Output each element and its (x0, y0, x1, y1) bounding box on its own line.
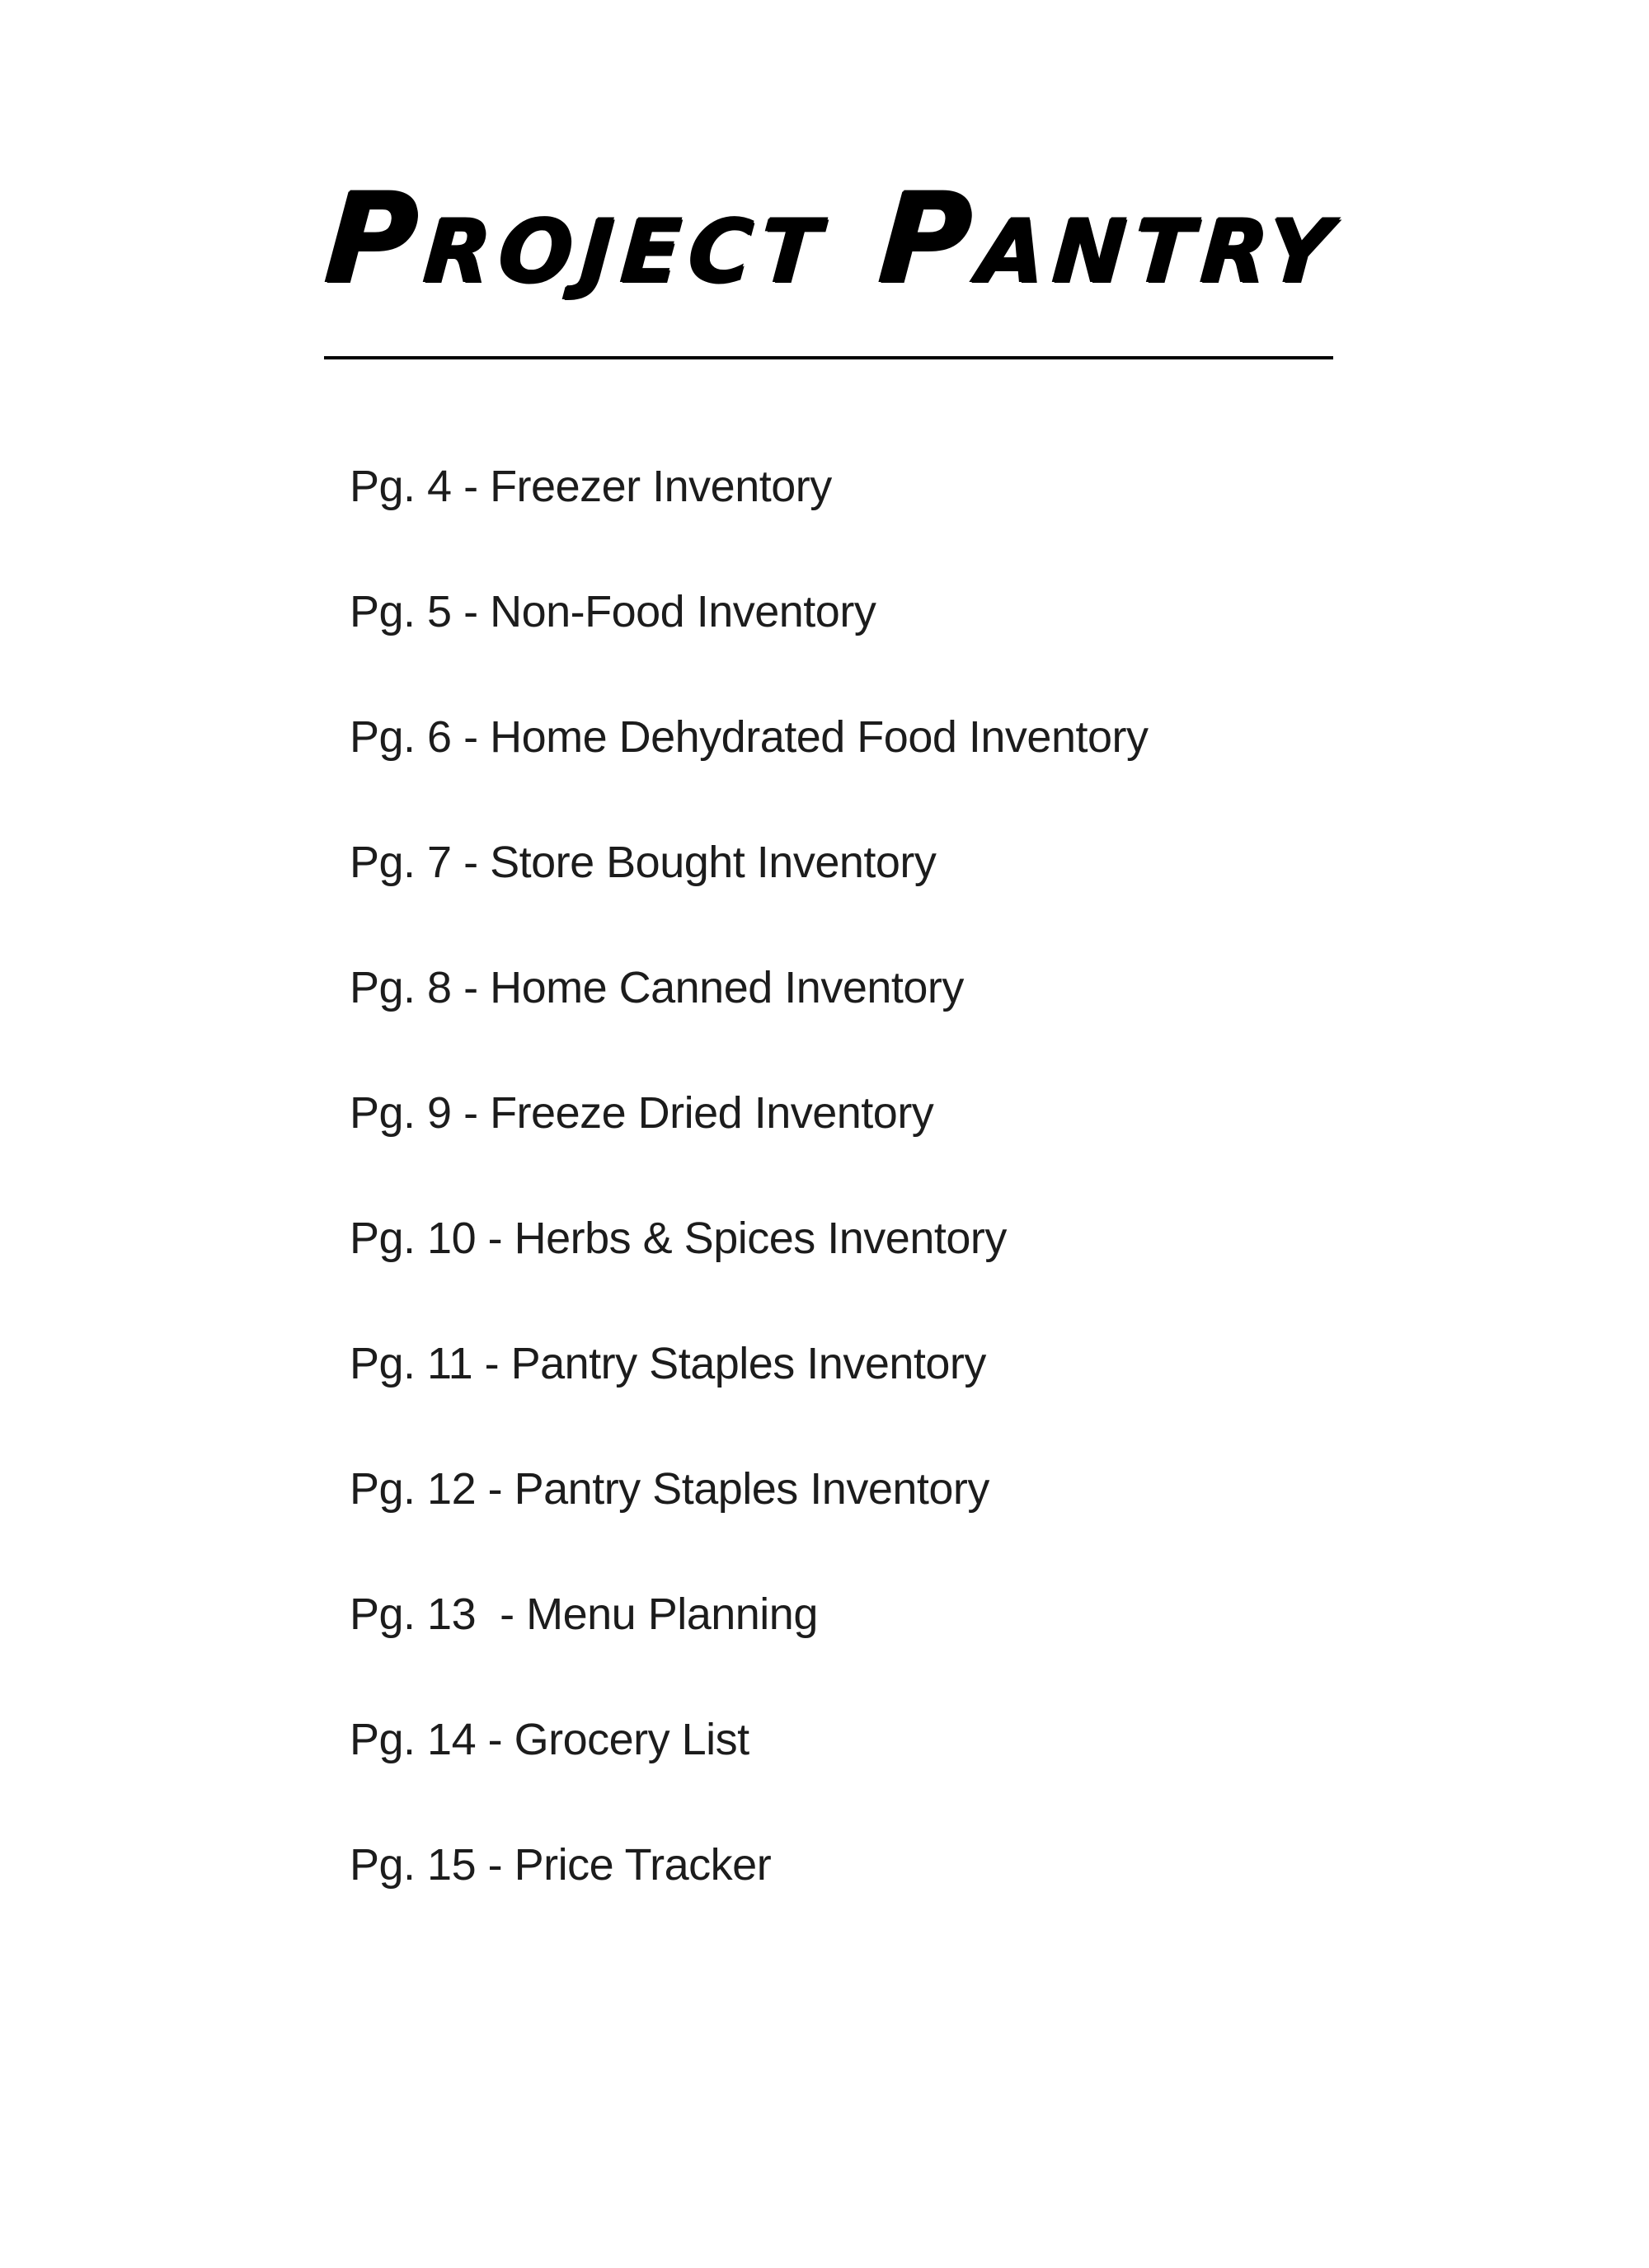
table-of-contents (350, 449, 1149, 1953)
toc-entry: Pg. 5 - Non-Food Inventory (350, 587, 876, 636)
toc-entry: Pg. 12 - Pantry Staples Inventory (350, 1464, 989, 1514)
toc-entry: Pg. 15 - Price Tracker (350, 1840, 772, 1890)
toc-entry: Pg. 13 - Menu Planning (350, 1589, 818, 1639)
toc-entry: Pg. 14 - Grocery List (350, 1715, 749, 1764)
toc-entry: Pg. 4 - Freezer Inventory (350, 462, 832, 511)
page-title: Project Pantry (321, 167, 1345, 311)
toc-entry: Pg. 10 - Herbs & Spices Inventory (350, 1214, 1007, 1263)
toc-entry: Pg. 8 - Home Canned Inventory (350, 963, 964, 1012)
toc-entry: Pg. 7 - Store Bought Inventory (350, 838, 937, 887)
toc-entry: Pg. 9 - Freeze Dried Inventory (350, 1088, 934, 1138)
toc-entry: Pg. 11 - Pantry Staples Inventory (350, 1339, 986, 1388)
title-underline (324, 356, 1333, 359)
toc-entry: Pg. 6 - Home Dehydrated Food Inventory (350, 712, 1149, 762)
